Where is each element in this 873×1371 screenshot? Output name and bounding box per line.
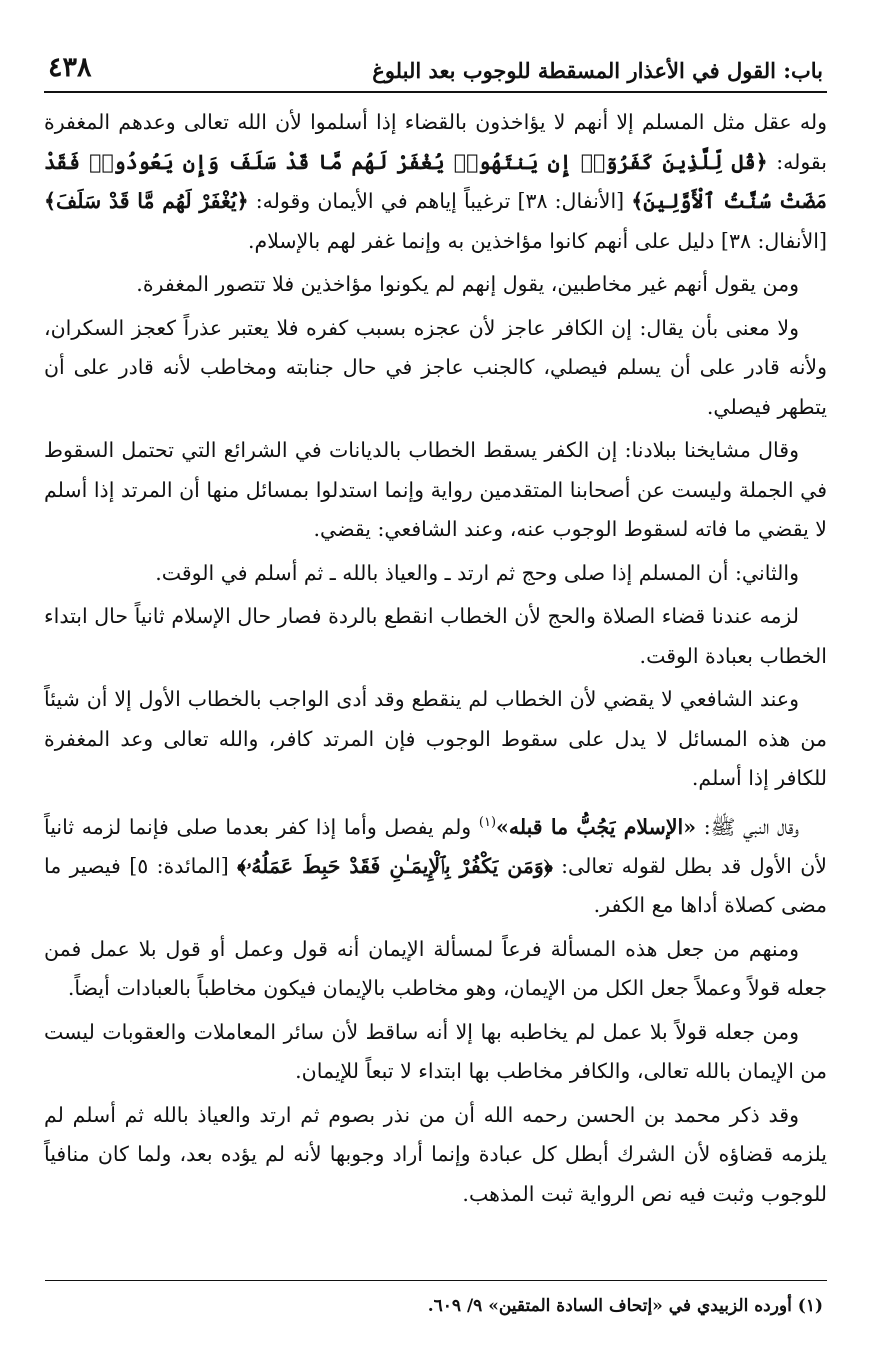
paragraph-3: ولا معنى بأن يقال: إن الكافر عاجز لأن عجزه بسبب كفره فلا يعتبر عذراً كعجز السكران، ولأنه قادر على أن يسلم فيصلي، كالجنب عاجز في حال جنابته ومخاطب لأنه قادر على أن يتطهر فيصلي. <box>44 315 827 419</box>
text-run: [المائدة: ٥] فيصير ما مضى كصلاة أداها مع الكفر. <box>44 853 827 918</box>
paragraph-8 <box>44 803 827 926</box>
page-header <box>44 52 827 93</box>
paragraph-10: ومن جعله قولاً بلا عمل لم يخاطبه بها إلا أنه ساقط لأن سائر المعاملات والعقوبات ليست من الإيمان بالله تعالى، والكافر مخاطب بها ابتداء لا تبعاً للإيمان. <box>44 1019 827 1084</box>
footnote-divider <box>45 1280 827 1281</box>
footnote: (١) أورده الزبيدي في «إتحاف السادة المتقين» ٩/ ٦٠٩. <box>427 1296 823 1316</box>
text-run: وله عقل مثل المسلم إلا أنهم لا يؤاخذون بالقضاء إذا أسلموا لأن الله تعالى وعدهم المغفرة بقوله: <box>44 110 828 174</box>
hadith-quote: «الإسلام يَجُبُّ ما قبله» <box>496 814 697 839</box>
text-run: ولم يفصل وأما إذا كفر بعدما صلى فإنما لزمه ثانياً لأن الأول قد بطل لقوله تعالى: <box>44 814 827 878</box>
paragraph-11: وقد ذكر محمد بن الحسن رحمه الله أن من نذر بصوم ثم ارتد والعياذ بالله ثم أسلم لم يلزمه قضاؤه لأن الشرك أبطل كل عبادة وإنما أراد وجوبها لأنه لم يؤده بعد، ولما كان منافياً للوجوب وثبت فيه نص الرواية ثبت المذهب. <box>44 1102 827 1206</box>
paragraph-9: ومنهم من جعل هذه المسألة فرعاً لمسألة الإيمان أنه قول وعمل أو قول بلا عمل فمن جعله قولاً وعملاً جعل الكل من الإيمان، وهو مخاطب بالإيمان فيكون مخاطباً بالعبادات أيضاً. <box>44 936 827 1001</box>
paragraph-1 <box>44 103 827 261</box>
quran-verse: ﴿قُل لِّلَّذِينَ كَفَرُوٓا۟ إِن يَنتَهُوا۟ يُغْفَرْ لَهُم مَّا قَدْ سَلَفَ وَإِن يَعُودُوا۟ فَقَدْ مَضَتْ سُنَّتُ ٱلْأَوَّلِينَ﴾ <box>44 149 827 213</box>
page-number: ٤٣٨ <box>48 52 92 83</box>
quran-verse: ﴿وَمَن يَكْفُرْ بِٱلْإِيمَـٰنِ فَقَدْ حَبِطَ عَمَلُهُۥ﴾ <box>237 853 553 878</box>
paragraph-6: لزمه عندنا قضاء الصلاة والحج لأن الخطاب انقطع بالردة فصار حال الإسلام ثانياً حال ابتداء الخطاب بعبادة الوقت. <box>44 604 827 668</box>
quran-verse: ﴿يُغْفَرْ لَهُم مَّا قَدْ سَلَفَ﴾ <box>44 189 249 213</box>
text-run: [الأنفال: ٣٨] ترغيباً إياهم في الأيمان وقوله: <box>248 189 632 213</box>
paragraph-4: وقال مشايخنا ببلادنا: إن الكفر يسقط الخطاب بالديانات في الشرائع التي تحتمل السقوط في الجملة وليست عن أصحابنا المتقدمين رواية وإنما استدلوا بمسائل منها أن المرتد إذا أسلم لا يقضي ما فاته لسقوط الوجوب عنه، وعند الشافعي: يقضي. <box>44 438 827 541</box>
main-text <box>44 103 827 1214</box>
text-run: [الأنفال: ٣٨] دليل على أنهم كانوا مؤاخذين به وإنما غفر لهم بالإسلام. <box>247 228 827 253</box>
paragraph-7: وعند الشافعي لا يقضي لأن الخطاب لم ينقطع وقد أدى الواجب بالخطاب الأول إلا أن شيئاً من هذه المسائل لا يدل على سقوط الوجوب فإن المرتد كافر، والله تعالى وعد المغفرة للكافر إذا أسلم. <box>44 687 827 790</box>
paragraph-5: والثاني: أن المسلم إذا صلى وحج ثم ارتد ـ والعياذ بالله ـ ثم أسلم في الوقت. <box>155 560 799 585</box>
paragraph-2: ومن يقول أنهم غير مخاطبين، يقول إنهم لم يكونوا مؤاخذين فلا تتصور المغفرة. <box>136 272 799 296</box>
footnote-reference[interactable]: (١) <box>478 814 497 830</box>
running-title: باب: القول في الأعذار المسقطة للوجوب بعد البلوغ <box>372 58 823 83</box>
text-run: وقال النبي ﷺ: <box>696 814 799 839</box>
